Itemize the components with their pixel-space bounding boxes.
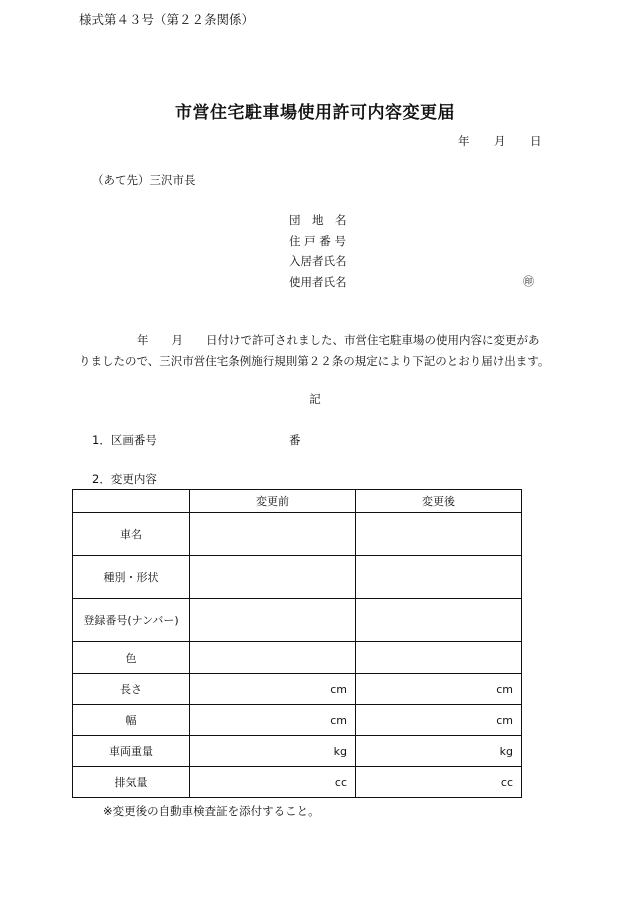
row-label: 登録番号(ナンバー) (73, 599, 190, 642)
row-label: 車名 (73, 513, 190, 556)
item-1-lot-number (92, 432, 301, 448)
before-cell[interactable]: kg (190, 736, 356, 767)
applicant-row-user (289, 272, 549, 293)
applicant-row-resident (289, 251, 549, 272)
applicant-block (289, 210, 549, 292)
table-row (73, 736, 522, 767)
form-number: 様式第４３号（第２２条関係） (79, 12, 255, 27)
header-before: 変更前 (190, 490, 356, 513)
form-title: 市営住宅駐車場使用許可内容変更届 (175, 103, 455, 123)
date-day: 日 (530, 134, 542, 148)
row-label: 種別・形状 (73, 556, 190, 599)
applicant-label: 団 地 名 (289, 213, 347, 227)
row-label: 排気量 (73, 767, 190, 798)
item-2-change-details: 2．変更内容 (92, 472, 157, 486)
after-cell[interactable]: cm (356, 705, 522, 736)
applicant-row-unit (289, 231, 549, 252)
body-text (79, 330, 559, 371)
body-line-2: りましたので、三沢市営住宅条例施行規則第２２条の規定により下記のとおり届け出ます。 (79, 353, 550, 368)
applicant-label: 使用者氏名 (289, 274, 347, 289)
after-cell[interactable]: cm (356, 674, 522, 705)
item-1-label: 1．区画番号 (92, 433, 157, 447)
before-cell[interactable] (190, 556, 356, 599)
date-year: 年 (458, 134, 470, 148)
body-line-1: 年 月 日付けで許可されました、市営住宅駐車場の使用内容に変更があ (137, 333, 540, 347)
table-header-row (73, 490, 522, 513)
changes-table (72, 489, 522, 798)
date-line (458, 133, 542, 149)
row-label: 色 (73, 642, 190, 674)
after-cell[interactable]: kg (356, 736, 522, 767)
seal-mark: ㊞ (523, 274, 534, 288)
table-row (73, 599, 522, 642)
before-cell[interactable] (190, 642, 356, 674)
row-label: 車両重量 (73, 736, 190, 767)
table-row (73, 642, 522, 674)
date-month: 月 (494, 134, 506, 148)
addressee: （あて先）三沢市長 (92, 173, 196, 187)
after-cell[interactable] (356, 556, 522, 599)
item-1-unit: 番 (289, 433, 301, 447)
table-row (73, 767, 522, 798)
before-cell[interactable] (190, 599, 356, 642)
before-cell[interactable]: cm (190, 705, 356, 736)
header-blank (73, 490, 190, 513)
table-row (73, 556, 522, 599)
table-row (73, 705, 522, 736)
attachment-note: ※変更後の自動車検査証を添付すること。 (103, 804, 320, 818)
applicant-label: 住 戸 番 号 (289, 233, 346, 248)
row-label: 長さ (73, 674, 190, 705)
header-after: 変更後 (356, 490, 522, 513)
before-cell[interactable]: cc (190, 767, 356, 798)
table-row (73, 674, 522, 705)
after-cell[interactable] (356, 642, 522, 674)
after-cell[interactable] (356, 599, 522, 642)
applicant-row-danchi (289, 210, 549, 231)
ki-mark: 記 (309, 392, 321, 406)
row-label: 幅 (73, 705, 190, 736)
table-row (73, 513, 522, 556)
before-cell[interactable]: cm (190, 674, 356, 705)
after-cell[interactable]: cc (356, 767, 522, 798)
after-cell[interactable] (356, 513, 522, 556)
before-cell[interactable] (190, 513, 356, 556)
applicant-label: 入居者氏名 (289, 254, 347, 268)
